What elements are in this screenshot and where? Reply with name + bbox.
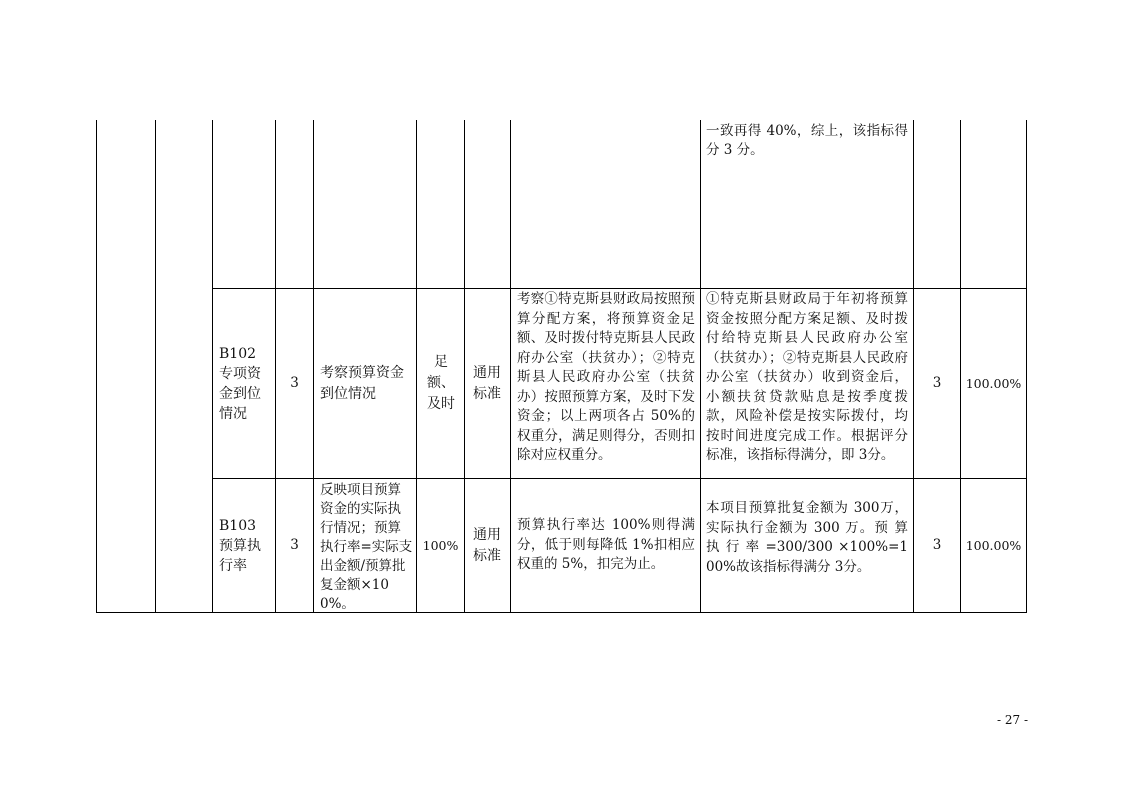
source-value: 通用标准 [473, 364, 501, 402]
rate-cell [961, 289, 1026, 478]
score-cell [914, 289, 960, 478]
score-value: 3 [932, 537, 942, 553]
rate-cell [961, 479, 1026, 612]
standard-value: 足额、及时 [427, 354, 455, 412]
result-cell [706, 290, 908, 466]
explanation-cell [320, 289, 412, 478]
weight-value: 3 [290, 375, 299, 391]
table-vline [700, 120, 701, 613]
table-border-left [96, 120, 97, 613]
result-continuation-cell [706, 122, 908, 160]
indicator-name: 专项资金到位情况 [219, 365, 261, 422]
result-continuation-text: 一致再得 40%，综上，该指标得分 3 分。 [706, 123, 908, 158]
criteria-text: 考察①特克斯县财政局按照预算分配方案，将预算资金足额、及时拨付特克斯县人民政府办公室（扶贫办）；②特克斯县人民政府办公室（扶贫办）按照预算方案，及时下发资金；以上两项各占 50%的权重分，满足则得分，否则扣除对应权重分。 [517, 291, 695, 463]
indicator-name-cell [219, 479, 271, 612]
table-vline [510, 120, 511, 613]
explanation-cell [320, 481, 414, 614]
source-cell [471, 479, 503, 612]
result-text: 本项目预算批复金额为 300万，实际执行金额为 300 万。预 算 执 行 率 =300/300 ×100%=100%故该指标得满分 3分。 [706, 500, 908, 575]
criteria-cell [517, 479, 695, 612]
explanation-text: 考察预算资金到位情况 [320, 364, 404, 402]
indicator-code: B103 [219, 517, 257, 534]
rate-value: 100.00% [965, 538, 1022, 553]
indicator-code: B102 [219, 345, 257, 362]
indicator-name-cell [219, 289, 271, 478]
criteria-text: 预算执行率达 100%则得满分，低于则每降低 1%扣相应权重的 5%，扣完为止。 [517, 517, 695, 573]
standard-value: 100% [422, 538, 459, 553]
source-value: 通用标准 [473, 526, 501, 564]
standard-cell [417, 479, 464, 612]
weight-cell [276, 289, 313, 478]
result-cell [706, 499, 908, 577]
table-border-right [1026, 120, 1027, 613]
table-border-bottom [96, 612, 1027, 613]
score-value: 3 [932, 375, 942, 391]
weight-value: 3 [290, 537, 299, 553]
weight-cell [276, 479, 313, 612]
indicator-name: 预算执行率 [219, 537, 261, 574]
rate-value: 100.00% [965, 376, 1022, 391]
table-vline [464, 120, 465, 613]
page-number: - 27 - [996, 713, 1028, 727]
result-text: ①特克斯县财政局于年初将预算资金按照分配方案足额、及时拨付给特克斯县人民政府办公室（扶贫办）；②特克斯县人民政府办公室（扶贫办）收到资金后，小额扶贫贷款贴息是按季度拨款，风险补偿是按实际拨付，均按时间进度完成工作。根据评分标准，该指标得满分，即 3分。 [706, 291, 908, 463]
table-vline [155, 120, 156, 613]
score-cell [914, 479, 960, 612]
standard-cell [425, 289, 457, 478]
table-vline [212, 120, 213, 613]
explanation-text: 反映项目预算资金的实际执行情况；预算执行率=实际支出金额/预算批复金额×100%。 [320, 482, 413, 612]
criteria-cell [517, 290, 695, 466]
table-vline [313, 120, 314, 613]
source-cell [471, 289, 503, 478]
